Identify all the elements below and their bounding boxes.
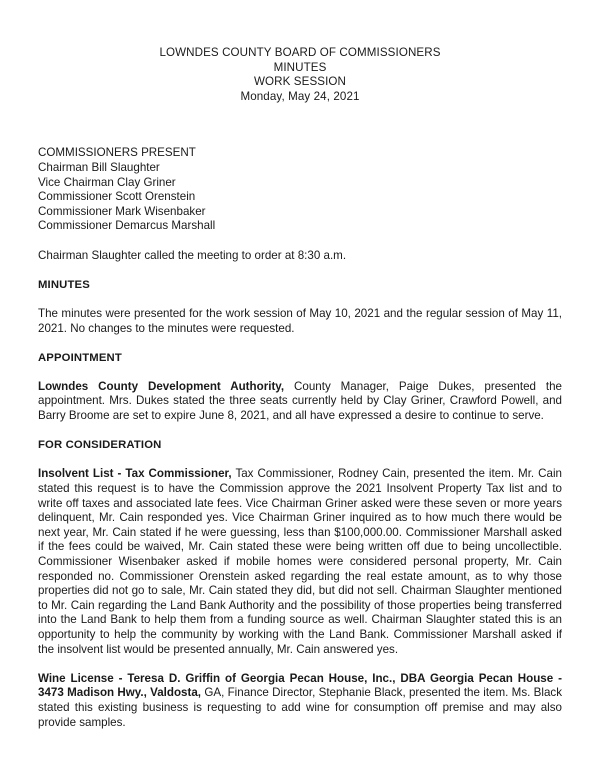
commissioner-entry: Vice Chairman Clay Griner <box>38 175 176 189</box>
commissioner-entry: Commissioner Mark Wisenbaker <box>38 204 206 218</box>
section-heading-appointment: APPOINTMENT <box>38 351 122 364</box>
commissioners-present-heading: COMMISSIONERS PRESENT <box>38 146 196 160</box>
commissioner-entry: Commissioner Scott Orenstein <box>38 190 196 204</box>
document-meeting-date: Monday, May 24, 2021 <box>240 89 360 103</box>
consideration-item-lead: Wine License - Teresa D. Griffin of Georgia Pecan House, Inc., DBA Georgia Pecan House - 3473 Madison Hwy., Valdosta, <box>38 671 562 700</box>
consideration-item-lead: Insolvent List - Tax Commissioner, <box>38 467 232 481</box>
commissioners-present-block <box>38 146 562 234</box>
document-title-line-3: WORK SESSION <box>253 75 347 89</box>
consideration-item-insolvent-list <box>38 467 562 657</box>
consideration-item-body: Tax Commissioner, Rodney Cain, presented the item. Mr. Cain stated this request is to have the Commission approve the 2021 Insolvent Property Tax list and to write off taxes and associated late fees. Vice Chairman Griner asked were these seven or more years delinquent, Mr. Cain responded yes. Vice Chairman Griner inquired as to how much there would be next year, Mr. Cain stated if he were guessing, less than $100,000.00. Commissioner Marshall asked if the fees could be waived, Mr. Cain stated these were being written off due to being uncollectible. Commissioner Wisenbaker asked if mobile homes were considered personal property, Mr. Cain responded no. Commissioner Orenstein asked regarding the real estate amount, as to why those properties did not go to sale, Mr. Cain stated they did, but did not sell. Chairman Slaughter mentioned to Mr. Cain regarding the Land Bank Authority and the possibility of those properties being transferred into the Land Bank to help them from a funding source as well. Chairman Slaughter stated this is an opportunity to help the community by working with the Land Bank. Commissioner Marshall asked if the insolvent list would be presented annually, Mr. Cain answered yes. <box>38 467 563 656</box>
commissioner-entry: Commissioner Demarcus Marshall <box>38 219 216 233</box>
document-title-block <box>38 0 562 104</box>
minutes-paragraph: The minutes were presented for the work session of May 10, 2021 and the regular session of May 11, 2021. No changes to the minutes were requested. <box>38 306 562 335</box>
document-title-line-1: LOWNDES COUNTY BOARD OF COMMISSIONERS <box>159 46 441 59</box>
commissioner-entry: Chairman Bill Slaughter <box>38 160 160 174</box>
appointment-item-lead: Lowndes County Development Authority, <box>38 379 285 393</box>
appointment-paragraph <box>38 380 562 424</box>
call-to-order-statement: Chairman Slaughter called the meeting to order at 8:30 a.m. <box>38 248 347 262</box>
consideration-item-body: GA, Finance Director, Stephanie Black, presented the item. Ms. Black stated this existing business is requesting to add wine for consumption off premise and may also provide samples. <box>38 686 562 729</box>
document-title-line-2: MINUTES <box>273 60 327 74</box>
section-heading-minutes: MINUTES <box>38 278 90 291</box>
section-heading-for-consideration: FOR CONSIDERATION <box>38 439 162 452</box>
appointment-item-body: County Manager, Paige Dukes, presented the appointment. Mrs. Dukes stated the three seats currently held by Clay Griner, Crawford Powell, and Barry Broome are set to expire June 8, 2021, and all have expressed a desire to continue to serve. <box>38 379 562 423</box>
consideration-item-wine-license <box>38 672 562 730</box>
